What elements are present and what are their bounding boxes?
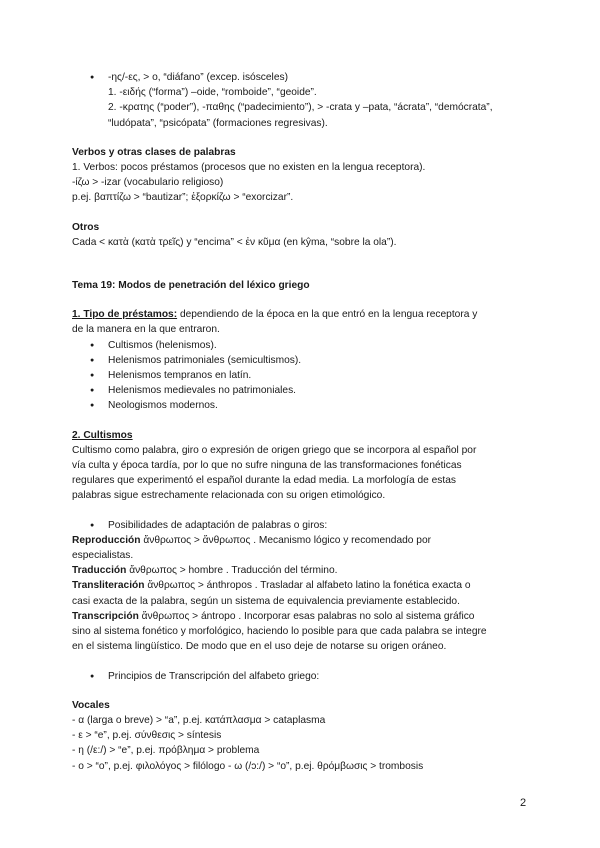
paragraph-line: - ο > “o”, p.ej. φιλολόγος > filólogo - ω (/ɔ:/) > “o”, p.ej. θρόμβωσις > trombosis — [72, 760, 424, 772]
paragraph-line: regulares que experimentó el español durante la edad media. La morfología de estas — [72, 475, 456, 487]
paragraph-line: casi exacta de la palabra, según un sistema de equivalencia previamente establecido. — [72, 595, 460, 607]
list-item: ● Helenismos medievales no patrimoniales. — [72, 383, 534, 398]
list-item: ● Posibilidades de adaptación de palabras o giros: — [72, 518, 534, 533]
section-heading-cultismos: 2. Cultismos — [72, 429, 133, 441]
definition-transcripcion: Transcripción ἄνθρωπος > ántropo . Incorporar esas palabras no solo al sistema gráfico — [72, 610, 475, 622]
term-label: Reproducción — [72, 534, 141, 546]
definition-transliteracion: Transliteración ἄνθρωπος > ánthropos . Trasladar al alfabeto latino la fonética exacta o — [72, 580, 471, 592]
list-item: ● Helenismos patrimoniales (semicultismos). — [72, 353, 534, 368]
sub-item: “ludópata”, “psicópata” (formaciones regresivas). — [108, 117, 328, 129]
paragraph-line: - ε > “e”, p.ej. σύνθεσις > síntesis — [72, 730, 222, 742]
sub-item: 2. -κρατης (“poder”), -παθης (“padecimiento”), > -crata y –pata, “ácrata”, “demócrata”, — [108, 102, 493, 114]
term-label: Transliteración — [72, 580, 145, 592]
list-item: ● Principios de Transcripción del alfabeto griego: — [72, 669, 534, 684]
list-item: ● Helenismos tempranos en latín. — [72, 368, 534, 383]
section-heading-otros: Otros — [72, 221, 100, 233]
term-label: Transcripción — [72, 610, 139, 622]
paragraph-line: de la manera en la que entraron. — [72, 324, 220, 336]
paragraph-line: sino al sistema fonético y morfológico, haciendo lo posible para que cada palabra se integre — [72, 626, 487, 638]
sub-item: 1. -ειδής (“forma”) –oide, “romboide”, “geoide”. — [108, 87, 317, 99]
paragraph-line: -ίζω > -izar (vocabulario religioso) — [72, 177, 224, 189]
list-item: ● Neologismos modernos. — [72, 398, 534, 413]
paragraph-line: Cada < κατὰ (κατὰ τρεῖς) y “encima” < ἐν κῦμα (en kŷma, “sobre la ola”). — [72, 236, 397, 248]
paragraph-line: 1. Verbos: pocos préstamos (procesos que no existen en la lengua receptora). — [72, 162, 426, 174]
definition-reproduccion: Reproducción ἄνθρωπος > ἄνθρωπος . Mecanismo lógico y recomendado por — [72, 534, 432, 546]
paragraph-line: Cultismo como palabra, giro o expresión de origen griego que se incorpora al español por — [72, 444, 477, 456]
list-item: ● Cultismos (helenismos). — [72, 338, 534, 353]
paragraph-line: vía culta y época tardía, por lo que no sufre ninguna de las transformaciones fonéticas — [72, 460, 462, 472]
term-label: Traducción — [72, 565, 127, 577]
term-label: 1. Tipo de préstamos: — [72, 309, 178, 321]
definition-traduccion: Traducción ἄνθρωπος > hombre . Traducción del término. — [72, 565, 338, 577]
paragraph-line: palabras sigue estrechamente relacionada con su origen etimológico. — [72, 490, 386, 502]
page-content — [72, 70, 534, 774]
paragraph-line: p.ej. βαπτίζω > “bautizar”; ἐξορκίζω > “exorcizar”. — [72, 192, 294, 204]
paragraph-line: 1. Tipo de préstamos: dependiendo de la época en la que entró en la lengua receptora y — [72, 309, 478, 321]
paragraph-line: - η (/ε:/) > “e”, p.ej. πρόβλημα > problema — [72, 745, 260, 757]
topic-title: Tema 19: Modos de penetración del léxico griego — [72, 280, 310, 292]
paragraph-line: especialistas. — [72, 550, 134, 562]
list-item: ● -ης/-ες, > o, “diáfano” (excep. isósceles) — [72, 70, 534, 85]
page-number: 2 — [520, 797, 527, 809]
section-heading-verbos: Verbos y otras clases de palabras — [72, 146, 236, 158]
paragraph-line: - α (larga o breve) > “a”, p.ej. κατάπλασμα > cataplasma — [72, 714, 326, 726]
paragraph-line: en el sistema lingüístico. De modo que en el uso deje de notarse su origen oráneo. — [72, 641, 447, 653]
section-heading-vocales: Vocales — [72, 699, 110, 711]
